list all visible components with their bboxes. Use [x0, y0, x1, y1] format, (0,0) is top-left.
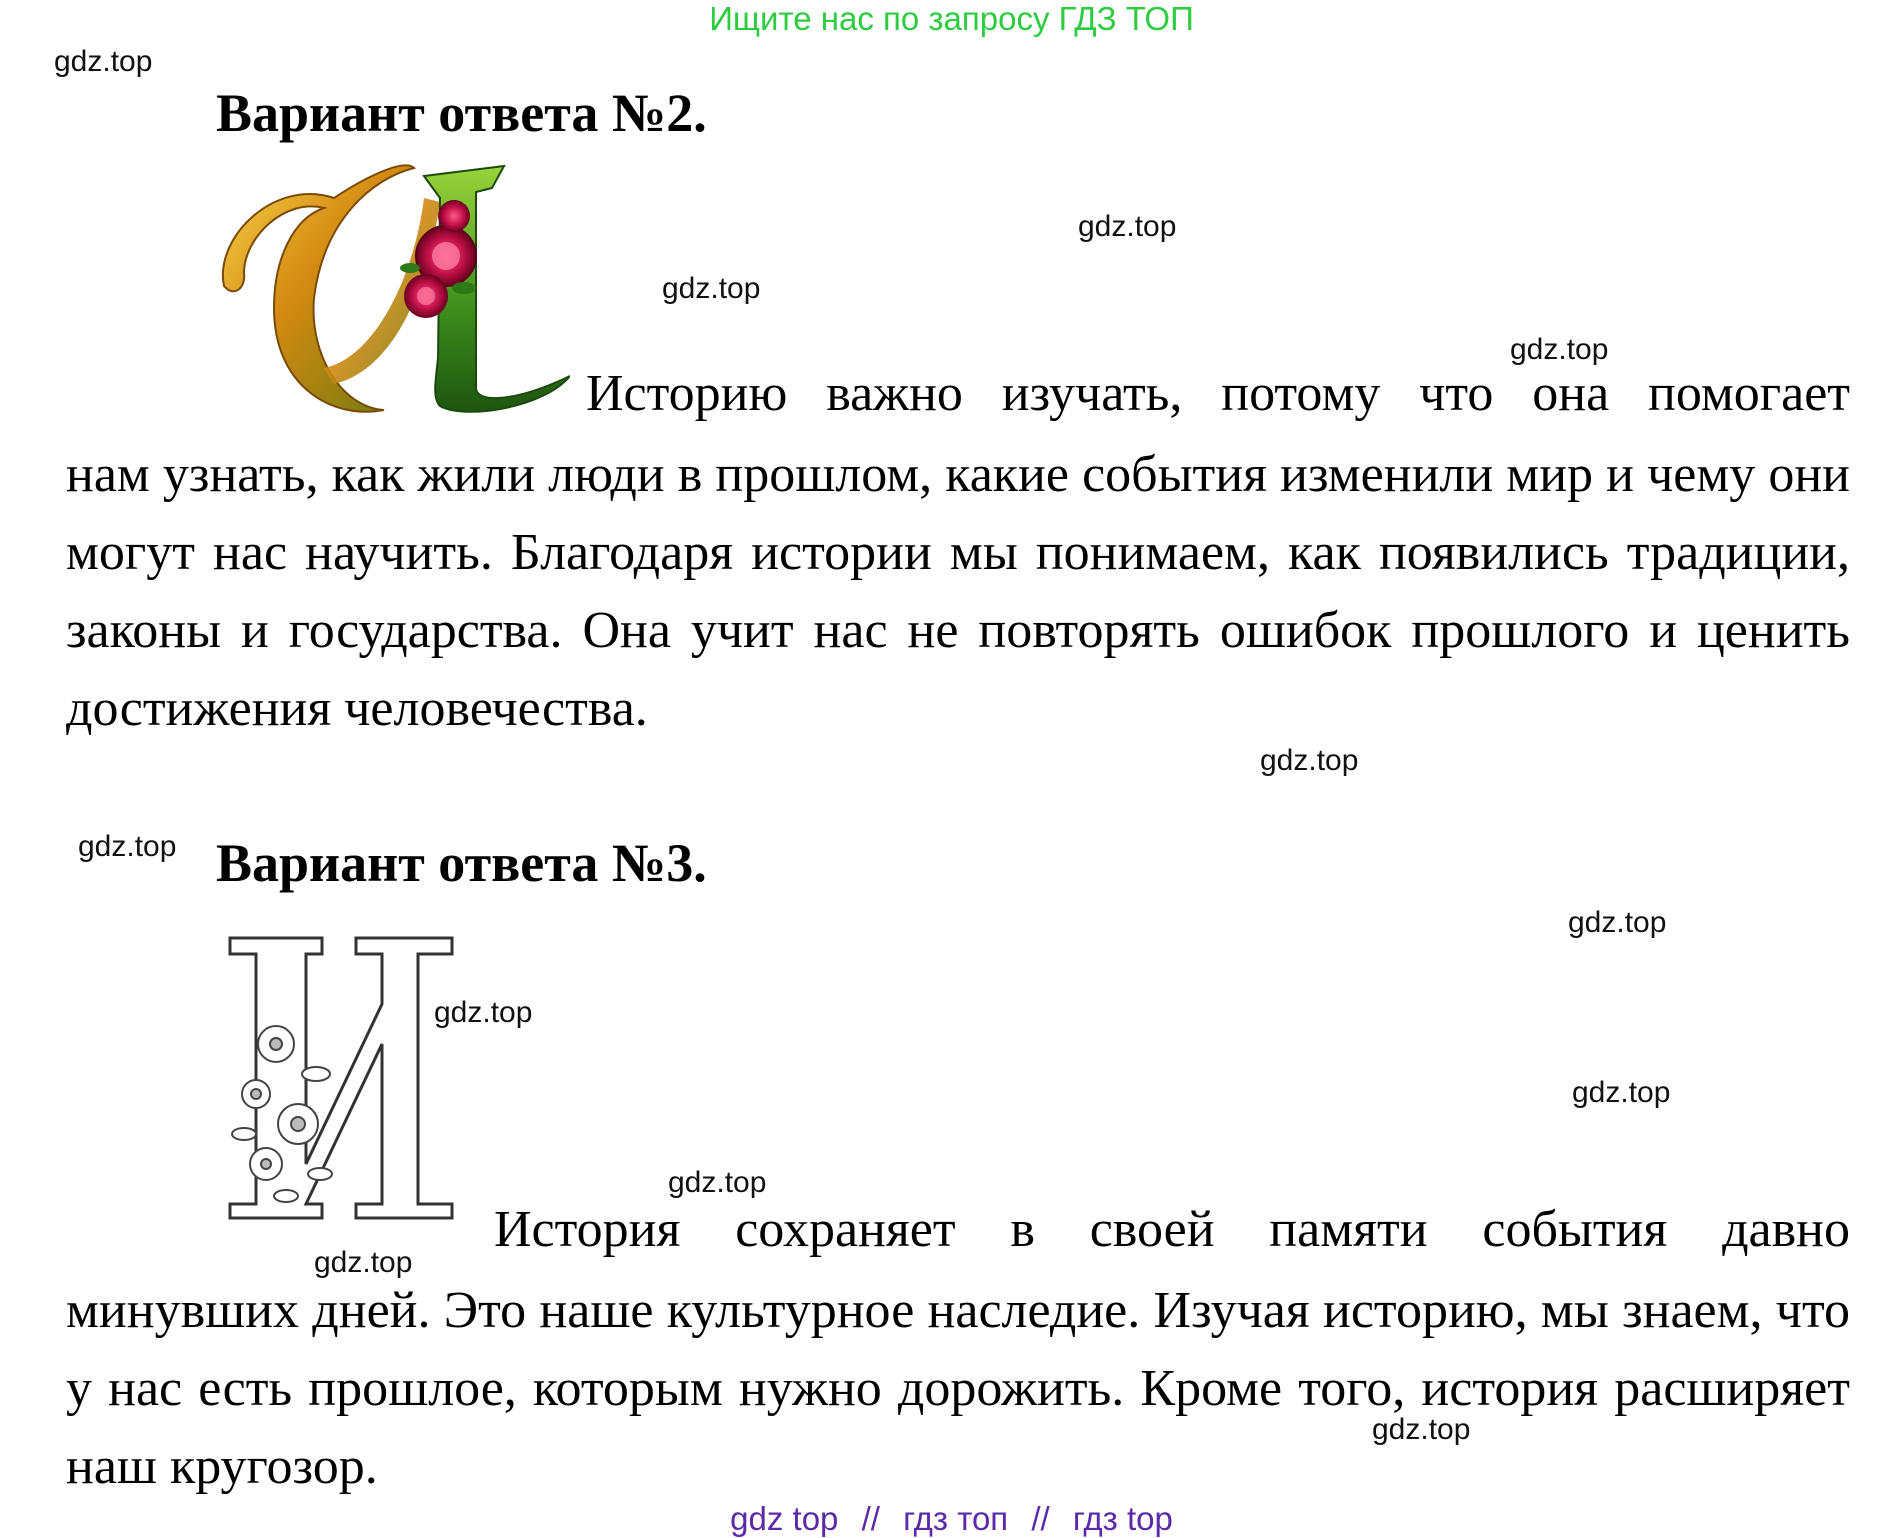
top-banner: Ищите нас по запросу ГДЗ ТОП	[709, 0, 1194, 37]
watermark: gdz.top	[1260, 744, 1359, 777]
outlined-initial-i-icon	[226, 934, 456, 1224]
watermark: gdz.top	[1510, 333, 1609, 366]
watermark: gdz.top	[1572, 1076, 1671, 1109]
watermark: gdz.top	[434, 996, 533, 1029]
watermark: gdz.top	[1568, 906, 1667, 939]
footer-link-gdz-top[interactable]: gdz top	[730, 1500, 839, 1537]
watermark: gdz.top	[668, 1166, 767, 1199]
watermark: gdz.top	[1078, 210, 1177, 243]
variant2-heading: Вариант ответа №2.	[216, 83, 707, 143]
variant2-body: нам узнать, как жили люди в прошлом, какие события изменили мир и чему они могут нас научить. Благодаря истории мы понимаем, как появились традиции, законы и государства. Она учит нас не повторять ошибок прошлого и ценить достижения человечества.	[66, 446, 1850, 737]
footer-link-gdz-top-ru[interactable]: гдз топ	[903, 1500, 1009, 1537]
variant2-first-line: Историю важно изучать, потому что она помогает	[586, 365, 1850, 422]
watermark: gdz.top	[662, 272, 761, 305]
footer-separator: //	[1031, 1500, 1050, 1537]
variant3-first-line: История сохраняет в своей памяти события давно	[494, 1201, 1850, 1258]
footer-separator: //	[861, 1500, 880, 1537]
footer-links	[0, 1500, 1903, 1538]
watermark: gdz.top	[314, 1246, 413, 1279]
variant3-body: минувших дней. Это наше культурное наследие. Изучая историю, мы знаем, что у нас есть прошлое, которым нужно дорожить. Кроме того, история расширяет наш кругозор.	[66, 1282, 1850, 1495]
watermark: gdz.top	[78, 830, 177, 863]
variant3-heading: Вариант ответа №3.	[216, 833, 707, 893]
watermark: gdz.top	[54, 45, 153, 78]
footer-link-gdz-top-mixed[interactable]: гдз top	[1072, 1500, 1173, 1537]
ornate-initial-i-icon	[214, 158, 570, 420]
watermark: gdz.top	[1372, 1413, 1471, 1446]
